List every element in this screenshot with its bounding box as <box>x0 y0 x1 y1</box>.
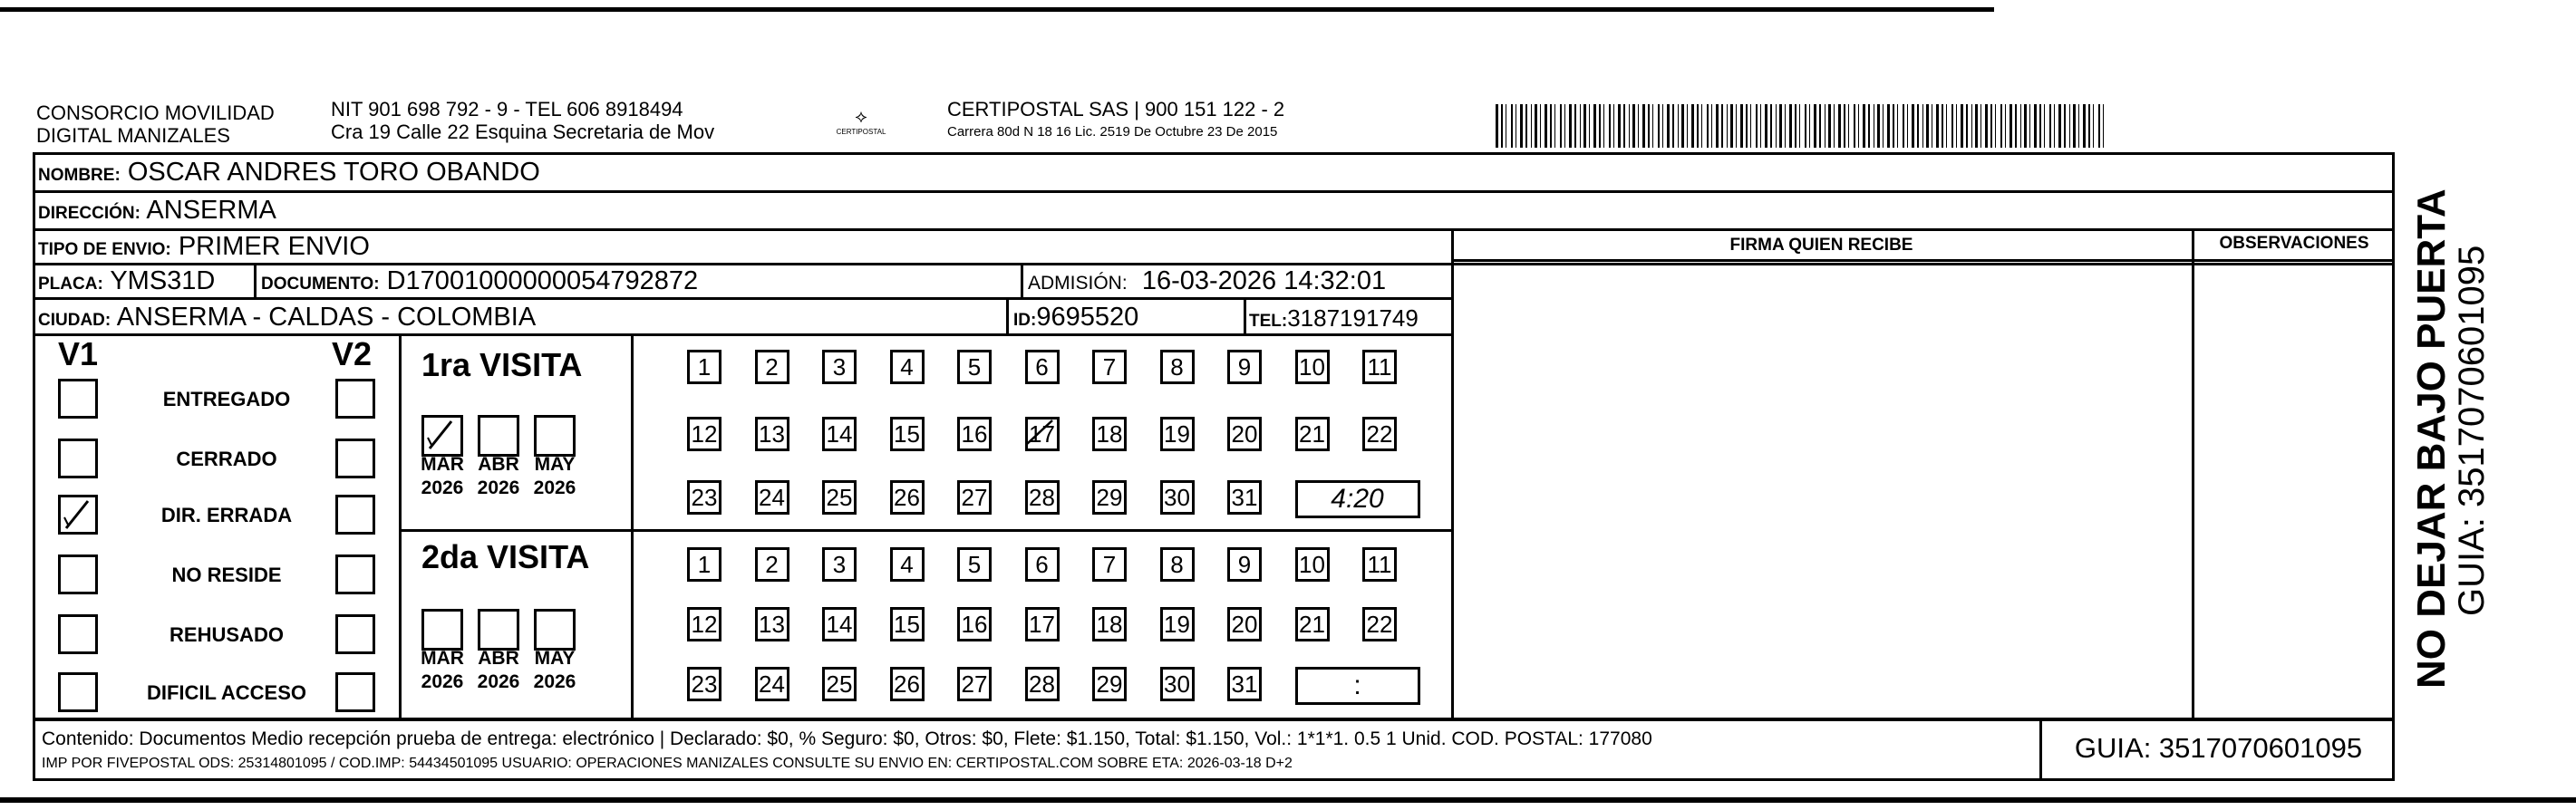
firma-header: FIRMA QUIEN RECIBE <box>1729 236 1913 255</box>
v2-checkbox[interactable] <box>335 439 375 478</box>
day-box[interactable]: 3 <box>822 547 857 582</box>
status-label: DIR. ERRADA <box>160 504 293 526</box>
admision-field: ADMISIÓN: 16-03-2026 14:32:01 <box>1028 266 1387 295</box>
day-box[interactable]: 6 <box>1025 547 1060 582</box>
v2-checkbox[interactable] <box>335 379 375 419</box>
day-box[interactable]: 14 <box>822 607 857 641</box>
status-label: NO RESIDE <box>171 564 282 586</box>
day-box[interactable]: 19 <box>1160 417 1195 451</box>
footer-contenido: Contenido: Documentos Medio recepción prueba de entrega: electrónico | Declarado: $0, % Seguro: $0, Otros: $0, Flete: $1.150, Total: $1.150, Vol.: 1*1*1. 0.5 1 Unid. COD. POSTAL: 177080 <box>42 728 1652 749</box>
tel-field: TEL:3187191749 <box>1249 304 1419 332</box>
second-visit-title: 2da VISITA <box>421 538 590 575</box>
day-box[interactable]: 9 <box>1227 350 1262 384</box>
day-box[interactable]: 4 <box>890 350 925 384</box>
day-box[interactable]: 31 <box>1227 667 1262 701</box>
footer-imp: IMP POR FIVEPOSTAL ODS: 25314801095 / COD.IMP: 54434501095 USUARIO: OPERACIONES MANIZALES CONSULTE SU ENVIO EN: CERTIPOSTAL.COM SOBRE ETA: 2026-03-18 D+2 <box>42 756 1293 771</box>
day-box[interactable]: 9 <box>1227 547 1262 582</box>
bottom-border-line <box>0 797 2576 803</box>
v1-header: V1 <box>58 335 99 372</box>
day-box[interactable]: 15 <box>890 607 925 641</box>
day-box[interactable]: 28 <box>1025 480 1060 515</box>
day-box[interactable]: 24 <box>755 480 789 515</box>
documento-field: DOCUMENTO: D17001000000054792872 <box>261 266 699 295</box>
barcode <box>1496 104 2112 148</box>
courier-info: CERTIPOSTAL SAS | 900 151 122 - 2 Carrera 80d N 18 16 Lic. 2519 De Octubre 23 De 2015 <box>947 98 1285 140</box>
month-checkbox[interactable] <box>534 609 576 651</box>
company-info: NIT 901 698 792 - 9 - TEL 606 8918494 Cra 19 Calle 22 Esquina Secretaria de Mov <box>331 98 715 143</box>
time-field[interactable]: : <box>1295 667 1420 705</box>
month-label: MAR 2026 <box>421 454 464 498</box>
day-box[interactable]: 3 <box>822 350 857 384</box>
day-box[interactable]: 4 <box>890 547 925 582</box>
v2-checkbox[interactable] <box>335 614 375 654</box>
v2-header: V2 <box>332 335 373 372</box>
v1-checkbox[interactable] <box>58 672 98 712</box>
day-box[interactable]: 15 <box>890 417 925 451</box>
day-box[interactable]: 13 <box>755 607 789 641</box>
day-box[interactable]: 1 <box>687 350 721 384</box>
day-box[interactable]: 13 <box>755 417 789 451</box>
day-box[interactable]: 1 <box>687 547 721 582</box>
v2-checkbox[interactable] <box>335 672 375 712</box>
day-box[interactable]: 17 <box>1025 607 1060 641</box>
v1-checkbox[interactable] <box>58 614 98 654</box>
day-box[interactable]: 10 <box>1295 350 1330 384</box>
month-checkbox[interactable] <box>534 415 576 457</box>
day-box[interactable]: 24 <box>755 667 789 701</box>
day-box[interactable]: 16 <box>957 417 992 451</box>
v1-checkbox[interactable] <box>58 495 98 535</box>
day-box[interactable]: 8 <box>1160 350 1195 384</box>
day-box[interactable]: 29 <box>1092 480 1127 515</box>
month-label: ABR 2026 <box>477 648 520 692</box>
observations-area[interactable] <box>2194 262 2394 718</box>
status-label: CERRADO <box>176 448 277 470</box>
day-box[interactable]: 11 <box>1362 350 1397 384</box>
nombre-row: NOMBRE: OSCAR ANDRES TORO OBANDO <box>38 158 540 187</box>
top-border-line <box>0 7 1994 12</box>
day-box[interactable]: 18 <box>1092 417 1127 451</box>
day-box[interactable]: 17 <box>1025 417 1060 451</box>
day-box[interactable]: 12 <box>687 417 721 451</box>
tipo-envio-row: TIPO DE ENVIO: PRIMER ENVIO <box>38 232 370 261</box>
courier-logo: ⟡ CERTIPOSTAL <box>836 107 886 136</box>
day-box[interactable]: 25 <box>822 667 857 701</box>
ciudad-field: CIUDAD: ANSERMA - CALDAS - COLOMBIA <box>38 303 537 332</box>
day-box[interactable]: 30 <box>1160 480 1195 515</box>
day-box[interactable]: 20 <box>1227 417 1262 451</box>
signature-area[interactable] <box>1454 262 2192 718</box>
day-box[interactable]: 19 <box>1160 607 1195 641</box>
day-box[interactable]: 7 <box>1092 547 1127 582</box>
id-field: ID:9695520 <box>1013 303 1139 332</box>
v1-checkbox[interactable] <box>58 554 98 594</box>
time-field[interactable]: 4:20 <box>1295 480 1420 518</box>
day-box[interactable]: 21 <box>1295 417 1330 451</box>
day-box[interactable]: 7 <box>1092 350 1127 384</box>
day-box[interactable]: 16 <box>957 607 992 641</box>
day-box[interactable]: 11 <box>1362 547 1397 582</box>
day-box[interactable]: 2 <box>755 350 789 384</box>
day-box[interactable]: 25 <box>822 480 857 515</box>
day-box[interactable]: 10 <box>1295 547 1330 582</box>
day-box[interactable]: 5 <box>957 350 992 384</box>
day-box[interactable]: 6 <box>1025 350 1060 384</box>
day-box[interactable]: 20 <box>1227 607 1262 641</box>
month-checkbox[interactable] <box>478 415 519 457</box>
placa-field: PLACA: YMS31D <box>38 266 216 295</box>
day-box[interactable]: 22 <box>1362 417 1397 451</box>
day-box[interactable]: 5 <box>957 547 992 582</box>
day-box[interactable]: 23 <box>687 480 721 515</box>
month-label: ABR 2026 <box>477 454 520 498</box>
direccion-row: DIRECCIÓN: ANSERMA <box>38 196 276 225</box>
logo-icon: ⟡ <box>855 107 867 127</box>
first-visit-title: 1ra VISITA <box>421 346 583 383</box>
v2-checkbox[interactable] <box>335 495 375 535</box>
side-guia: GUIA: 3517070601095 <box>2452 245 2492 616</box>
status-label: ENTREGADO <box>162 388 291 410</box>
day-box[interactable]: 30 <box>1160 667 1195 701</box>
status-label: DIFICIL ACCESO <box>146 681 306 704</box>
company-name: CONSORCIO MOVILIDAD DIGITAL MANIZALES <box>36 101 275 147</box>
month-checkbox[interactable] <box>478 609 519 651</box>
month-checkbox[interactable] <box>421 609 463 651</box>
month-label: MAY 2026 <box>533 648 576 692</box>
month-label: MAR 2026 <box>421 648 464 692</box>
day-box[interactable]: 2 <box>755 547 789 582</box>
day-box[interactable]: 21 <box>1295 607 1330 641</box>
day-box[interactable]: 18 <box>1092 607 1127 641</box>
day-box[interactable]: 12 <box>687 607 721 641</box>
day-box[interactable]: 26 <box>890 480 925 515</box>
observaciones-header: OBSERVACIONES <box>2219 234 2369 253</box>
month-checkbox[interactable] <box>421 415 463 457</box>
v2-checkbox[interactable] <box>335 554 375 594</box>
month-label: MAY 2026 <box>533 454 576 498</box>
v1-checkbox[interactable] <box>58 439 98 478</box>
day-box[interactable]: 31 <box>1227 480 1262 515</box>
day-box[interactable]: 23 <box>687 667 721 701</box>
v1-checkbox[interactable] <box>58 379 98 419</box>
guia-box: GUIA: 3517070601095 <box>2074 732 2363 764</box>
day-box[interactable]: 28 <box>1025 667 1060 701</box>
day-box[interactable]: 29 <box>1092 667 1127 701</box>
status-label: REHUSADO <box>169 623 284 646</box>
day-box[interactable]: 27 <box>957 667 992 701</box>
day-box[interactable]: 26 <box>890 667 925 701</box>
day-box[interactable]: 8 <box>1160 547 1195 582</box>
day-box[interactable]: 22 <box>1362 607 1397 641</box>
day-box[interactable]: 27 <box>957 480 992 515</box>
side-warning: NO DEJAR BAJO PUERTA <box>2409 188 2454 689</box>
day-box[interactable]: 14 <box>822 417 857 451</box>
